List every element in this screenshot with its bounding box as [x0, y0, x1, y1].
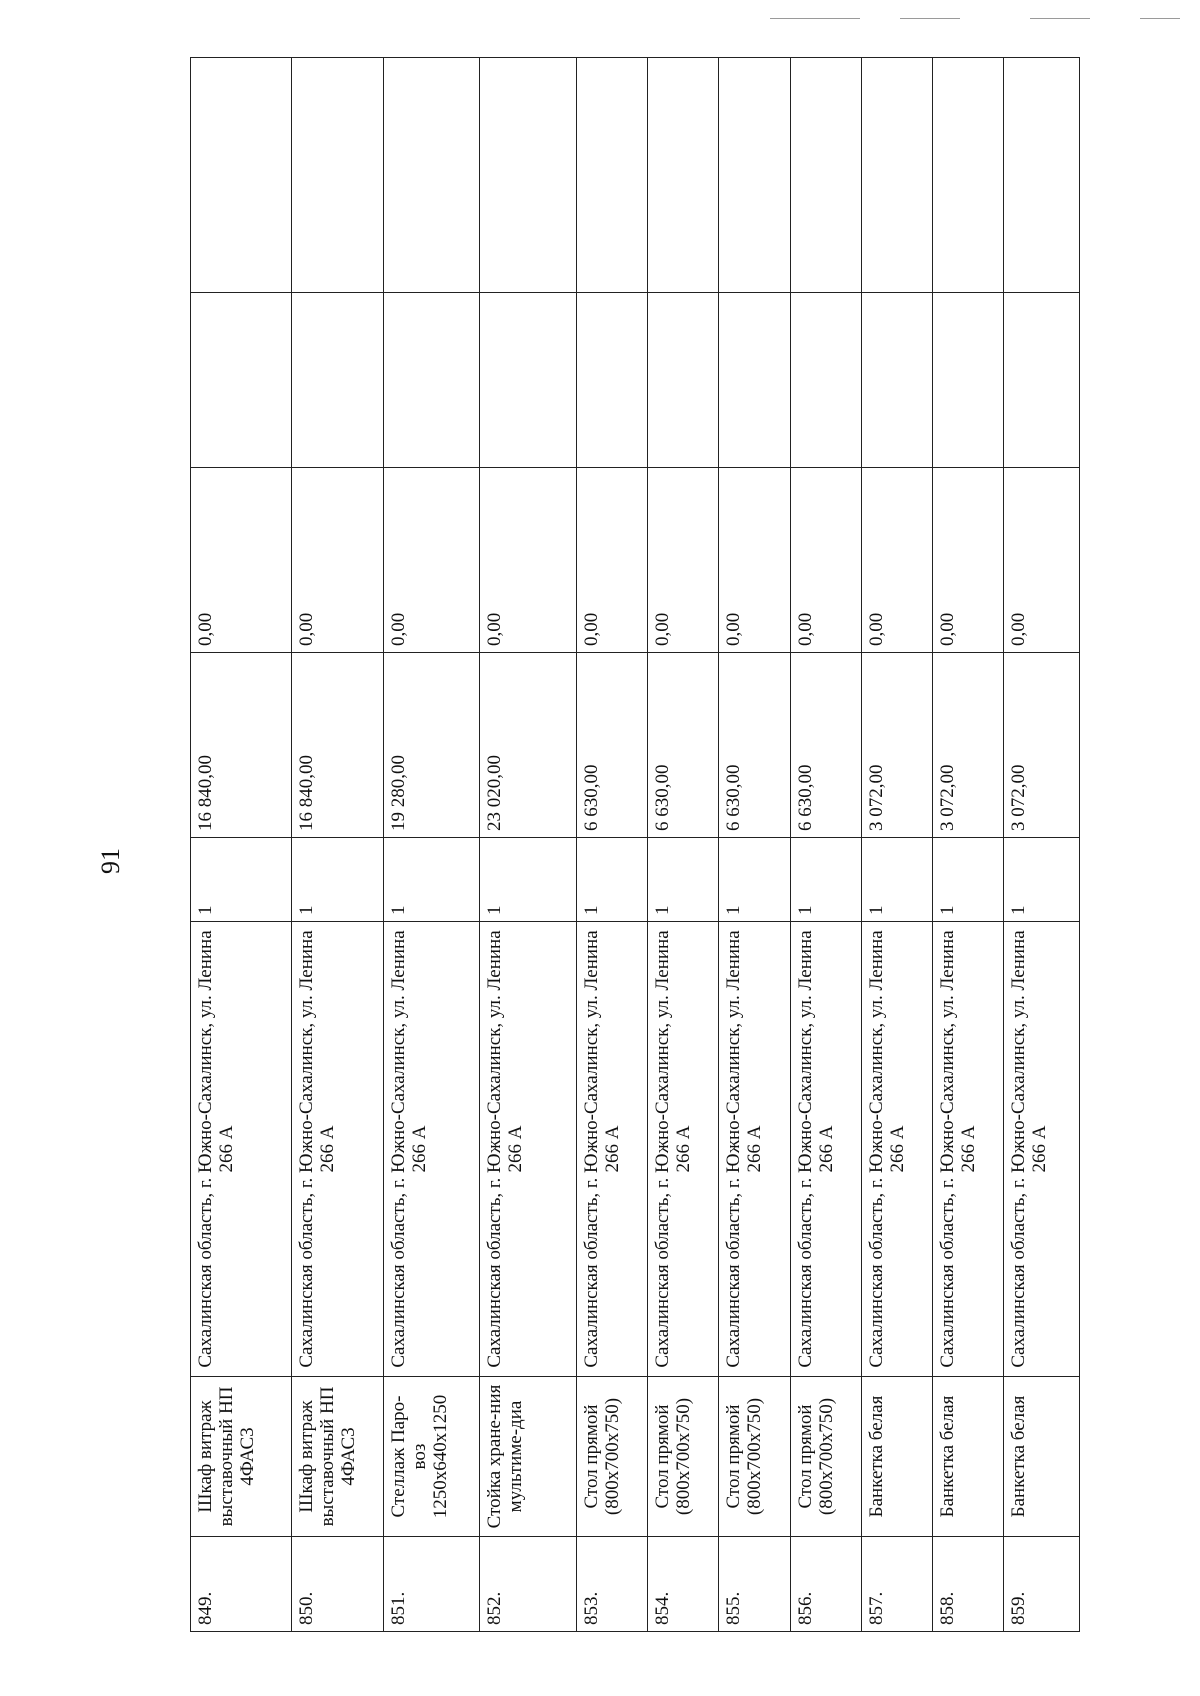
- item-name-cell: Шкаф витраж выставочный НП 4ФАС3: [291, 1377, 383, 1537]
- scan-noise-mark: [770, 18, 860, 19]
- empty-cell: [1004, 58, 1080, 293]
- scan-noise-mark: [1030, 18, 1090, 19]
- inventory-table-frame: [190, 58, 1080, 1632]
- empty-cell: [291, 293, 383, 468]
- empty-cell: [648, 293, 719, 468]
- table-row: [861, 58, 932, 1632]
- item-quantity-cell: 1: [933, 838, 1004, 922]
- empty-cell: [480, 58, 576, 293]
- item-residual-value-cell: 0,00: [480, 468, 576, 653]
- item-number-cell: 853.: [576, 1537, 647, 1632]
- empty-cell: [719, 58, 790, 293]
- item-number-cell: 852.: [480, 1537, 576, 1632]
- table-row: [719, 58, 790, 1632]
- item-quantity-cell: 1: [383, 838, 479, 922]
- item-number-cell: 859.: [1004, 1537, 1080, 1632]
- item-cost-cell: 3 072,00: [861, 653, 932, 838]
- item-residual-value-cell: 0,00: [1004, 468, 1080, 653]
- item-name-cell: Стол прямой (800х700х750): [790, 1377, 861, 1537]
- empty-cell: [790, 58, 861, 293]
- item-name-cell: Стол прямой (800х700х750): [648, 1377, 719, 1537]
- item-cost-cell: 6 630,00: [648, 653, 719, 838]
- item-quantity-cell: 1: [291, 838, 383, 922]
- scan-noise-mark: [1140, 18, 1180, 19]
- item-residual-value-cell: 0,00: [719, 468, 790, 653]
- empty-cell: [790, 293, 861, 468]
- item-quantity-cell: 1: [191, 838, 292, 922]
- item-cost-cell: 16 840,00: [291, 653, 383, 838]
- item-address-cell: Сахалинская область, г. Южно-Сахалинск, ул. Ленина 266 А: [480, 922, 576, 1377]
- item-address-cell: Сахалинская область, г. Южно-Сахалинск, ул. Ленина 266 А: [1004, 922, 1080, 1377]
- table-row: [933, 58, 1004, 1632]
- table-row: [383, 58, 479, 1632]
- item-number-cell: 855.: [719, 1537, 790, 1632]
- item-residual-value-cell: 0,00: [790, 468, 861, 653]
- item-name-cell: Шкаф витраж выставочный НП 4ФАС3: [191, 1377, 292, 1537]
- item-number-cell: 849.: [191, 1537, 292, 1632]
- item-quantity-cell: 1: [861, 838, 932, 922]
- item-cost-cell: 23 020,00: [480, 653, 576, 838]
- item-address-cell: Сахалинская область, г. Южно-Сахалинск, ул. Ленина 266 А: [790, 922, 861, 1377]
- item-cost-cell: 19 280,00: [383, 653, 479, 838]
- inventory-table: [190, 57, 1080, 1632]
- empty-cell: [191, 58, 292, 293]
- table-row: [1004, 58, 1080, 1632]
- item-address-cell: Сахалинская область, г. Южно-Сахалинск, ул. Ленина 266 А: [576, 922, 647, 1377]
- item-number-cell: 856.: [790, 1537, 861, 1632]
- item-address-cell: Сахалинская область, г. Южно-Сахалинск, ул. Ленина 266 А: [191, 922, 292, 1377]
- inventory-table-body: [191, 58, 1080, 1632]
- item-cost-cell: 3 072,00: [933, 653, 1004, 838]
- item-address-cell: Сахалинская область, г. Южно-Сахалинск, ул. Ленина 266 А: [719, 922, 790, 1377]
- table-row: [291, 58, 383, 1632]
- item-address-cell: Сахалинская область, г. Южно-Сахалинск, ул. Ленина 266 А: [383, 922, 479, 1377]
- empty-cell: [933, 58, 1004, 293]
- table-row: [648, 58, 719, 1632]
- page-number: 91: [96, 848, 125, 874]
- item-residual-value-cell: 0,00: [933, 468, 1004, 653]
- empty-cell: [1004, 293, 1080, 468]
- table-row: [790, 58, 861, 1632]
- item-residual-value-cell: 0,00: [291, 468, 383, 653]
- table-row: [191, 58, 292, 1632]
- item-name-cell: Стол прямой (800х700х750): [719, 1377, 790, 1537]
- item-residual-value-cell: 0,00: [648, 468, 719, 653]
- item-name-cell: Стойка хране-ния мультиме-диа: [480, 1377, 576, 1537]
- item-address-cell: Сахалинская область, г. Южно-Сахалинск, ул. Ленина 266 А: [648, 922, 719, 1377]
- empty-cell: [383, 58, 479, 293]
- empty-cell: [719, 293, 790, 468]
- empty-cell: [291, 58, 383, 293]
- item-name-cell: Банкетка белая: [1004, 1377, 1080, 1537]
- item-number-cell: 857.: [861, 1537, 932, 1632]
- item-residual-value-cell: 0,00: [861, 468, 932, 653]
- item-quantity-cell: 1: [1004, 838, 1080, 922]
- item-quantity-cell: 1: [576, 838, 647, 922]
- table-row: [576, 58, 647, 1632]
- item-number-cell: 851.: [383, 1537, 479, 1632]
- item-cost-cell: 6 630,00: [719, 653, 790, 838]
- empty-cell: [861, 293, 932, 468]
- item-name-cell: Банкетка белая: [861, 1377, 932, 1537]
- empty-cell: [576, 293, 647, 468]
- item-address-cell: Сахалинская область, г. Южно-Сахалинск, ул. Ленина 266 А: [861, 922, 932, 1377]
- empty-cell: [933, 293, 1004, 468]
- item-quantity-cell: 1: [648, 838, 719, 922]
- item-number-cell: 854.: [648, 1537, 719, 1632]
- item-name-cell: Банкетка белая: [933, 1377, 1004, 1537]
- item-quantity-cell: 1: [790, 838, 861, 922]
- item-residual-value-cell: 0,00: [191, 468, 292, 653]
- item-cost-cell: 6 630,00: [790, 653, 861, 838]
- empty-cell: [648, 58, 719, 293]
- item-cost-cell: 16 840,00: [191, 653, 292, 838]
- item-address-cell: Сахалинская область, г. Южно-Сахалинск, ул. Ленина 266 А: [291, 922, 383, 1377]
- item-name-cell: Стол прямой (800х700х750): [576, 1377, 647, 1537]
- scan-noise-mark: [900, 18, 960, 19]
- table-row: [480, 58, 576, 1632]
- item-quantity-cell: 1: [719, 838, 790, 922]
- inventory-table-rotated: [190, 58, 1080, 1632]
- item-quantity-cell: 1: [480, 838, 576, 922]
- empty-cell: [383, 293, 479, 468]
- item-cost-cell: 3 072,00: [1004, 653, 1080, 838]
- empty-cell: [480, 293, 576, 468]
- item-name-cell: Стеллаж Паро-воз 1250х640х1250: [383, 1377, 479, 1537]
- item-cost-cell: 6 630,00: [576, 653, 647, 838]
- item-number-cell: 858.: [933, 1537, 1004, 1632]
- item-residual-value-cell: 0,00: [383, 468, 479, 653]
- empty-cell: [576, 58, 647, 293]
- item-number-cell: 850.: [291, 1537, 383, 1632]
- item-residual-value-cell: 0,00: [576, 468, 647, 653]
- empty-cell: [191, 293, 292, 468]
- item-address-cell: Сахалинская область, г. Южно-Сахалинск, ул. Ленина 266 А: [933, 922, 1004, 1377]
- empty-cell: [861, 58, 932, 293]
